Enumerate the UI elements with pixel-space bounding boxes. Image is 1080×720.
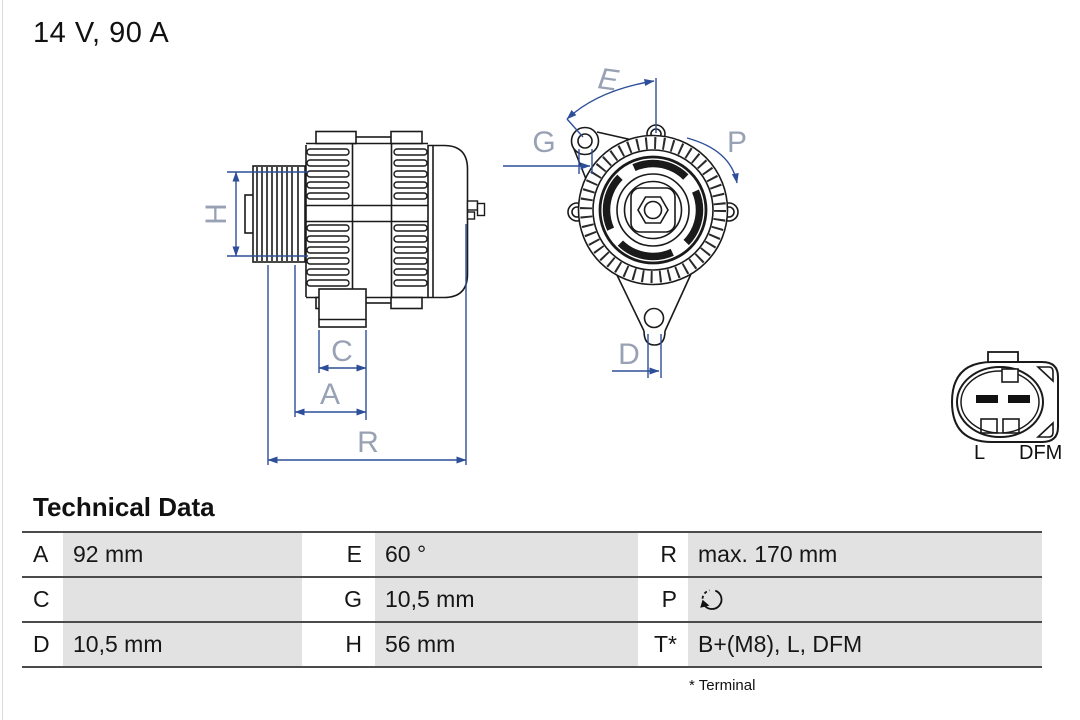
connector-pin-dfm	[1008, 395, 1030, 403]
terminal-footnote: * Terminal	[689, 677, 756, 694]
connector-key-notch	[1002, 369, 1018, 382]
tech-value-e: 60 °	[375, 533, 638, 576]
connector-pin-l	[976, 395, 998, 403]
technical-data-title: Technical Data	[33, 492, 215, 522]
dim-label-c: C	[331, 335, 353, 368]
pulley	[245, 166, 305, 262]
dim-label-h: H	[200, 203, 233, 225]
tech-value-d: 10,5 mm	[63, 623, 302, 666]
connector-label-dfm: DFM	[1019, 442, 1063, 464]
tech-key-t: T*	[638, 623, 688, 666]
tech-value-c	[63, 578, 302, 621]
dim-label-r: R	[357, 426, 379, 459]
tech-value-g: 10,5 mm	[375, 578, 638, 621]
tech-key-r: R	[638, 533, 688, 576]
plug-connector-diagram	[952, 352, 1058, 442]
tech-key-g: G	[302, 578, 375, 621]
tech-key-d: D	[22, 623, 63, 666]
table-row	[22, 623, 1042, 668]
dim-label-d: D	[618, 338, 640, 371]
tech-value-p	[688, 578, 1042, 621]
tech-key-c: C	[22, 578, 63, 621]
connector-pin-labels	[974, 442, 1062, 464]
tech-key-e: E	[302, 533, 375, 576]
mounting-foot	[319, 289, 366, 327]
dim-label-p: P	[727, 126, 748, 159]
tech-key-h: H	[302, 623, 375, 666]
connector-label-l: L	[974, 442, 986, 464]
cooling-fins-rear	[394, 149, 427, 286]
tech-value-h: 56 mm	[375, 623, 638, 666]
table-row	[22, 533, 1042, 578]
tech-key-a: A	[22, 533, 63, 576]
front-view-drawing	[568, 125, 738, 345]
cooling-fins-front	[307, 149, 349, 286]
table-row	[22, 578, 1042, 623]
terminal-studs	[468, 201, 485, 219]
product-rating: 14 V, 90 A	[33, 17, 170, 49]
tech-value-t: B+(M8), L, DFM	[688, 623, 1042, 666]
rotation-direction-icon	[698, 586, 728, 613]
stator-band	[353, 137, 392, 303]
tech-value-a: 92 mm	[63, 533, 302, 576]
technical-data-table	[22, 531, 1042, 668]
dim-label-e: E	[596, 62, 621, 98]
rear-cover	[428, 146, 468, 298]
tech-value-r: max. 170 mm	[688, 533, 1042, 576]
tech-key-p: P	[638, 578, 688, 621]
dim-label-a: A	[319, 378, 341, 411]
side-view-drawing	[245, 132, 485, 328]
dim-label-g: G	[532, 126, 556, 159]
